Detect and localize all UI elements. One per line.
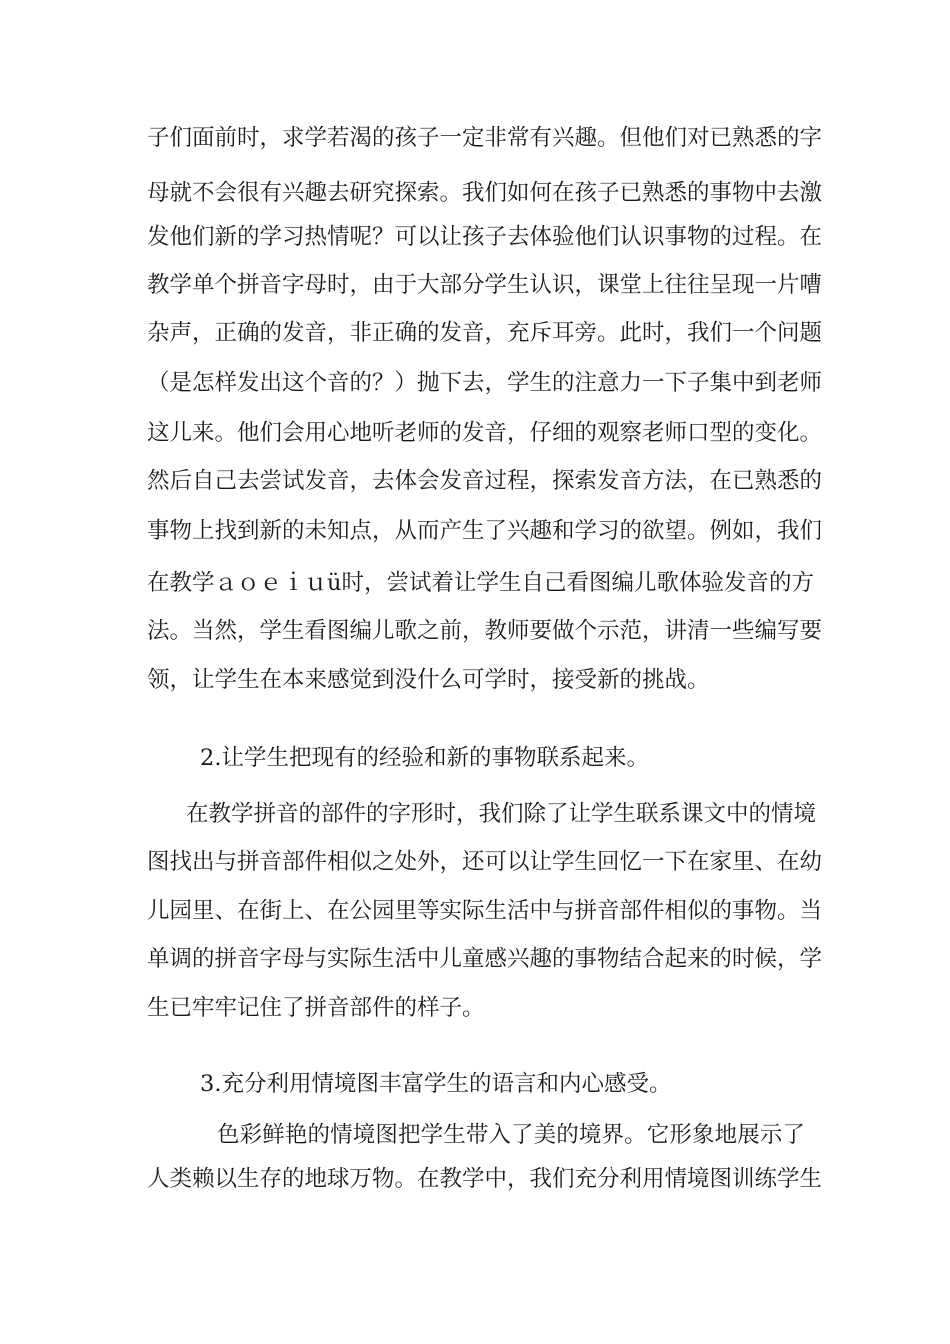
text-line: 法。当然，学生看图编儿歌之前，教师要做个示范，讲清一些编写要 [147, 618, 823, 644]
text-line: 单调的拼音字母与实际生活中儿童感兴趣的事物结合起来的时候，学 [147, 946, 823, 972]
text-line: 在教学拼音的部件的字形时，我们除了让学生联系课文中的情境 [186, 801, 817, 827]
text-line: 人类赖以生存的地球万物。在教学中，我们充分利用情境图训练学生 [147, 1166, 823, 1192]
text-line: 然后自己去尝试发音，去体会发音过程，探索发音方法，在已熟悉的 [147, 468, 823, 494]
text-line: 儿园里、在街上、在公园里等实际生活中与拼音部件相似的事物。当 [147, 898, 823, 924]
section-heading-3: 3.充分利用情境图丰富学生的语言和内心感受。 [200, 1071, 672, 1097]
text-line: 在教学ａｏｅｉｕü时，尝试着让学生自己看图编儿歌体验发音的方 [147, 570, 814, 596]
text-line: 教学单个拼音字母时，由于大部分学生认识，课堂上往往呈现一片嘈 [147, 272, 823, 298]
text-line: （是怎样发出这个音的？）抛下去，学生的注意力一下子集中到老师 [147, 370, 823, 396]
text-line: 发他们新的学习热情呢？可以让孩子去体验他们认识事物的过程。在 [147, 224, 823, 250]
text-line: 事物上找到新的未知点，从而产生了兴趣和学习的欲望。例如，我们 [147, 518, 823, 544]
section-heading-2: 2.让学生把现有的经验和新的事物联系起来。 [200, 745, 649, 771]
text-line: 生已牢牢记住了拼音部件的样子。 [147, 995, 485, 1021]
text-line: 子们面前时，求学若渴的孩子一定非常有兴趣。但他们对已熟悉的字 [147, 125, 823, 151]
text-line: 图找出与拼音部件相似之处外，还可以让学生回忆一下在家里、在幼 [147, 849, 823, 875]
text-line: 这儿来。他们会用心地听老师的发音，仔细的观察老师口型的变化。 [147, 420, 823, 446]
text-line: 领，让学生在本来感觉到没什么可学时，接受新的挑战。 [147, 667, 710, 693]
text-line: 母就不会很有兴趣去研究探索。我们如何在孩子已熟悉的事物中去激 [147, 180, 823, 206]
text-line: 色彩鲜艳的情境图把学生带入了美的境界。它形象地展示了 [217, 1122, 805, 1148]
text-line: 杂声，正确的发音，非正确的发音，充斥耳旁。此时，我们一个问题 [147, 320, 823, 346]
